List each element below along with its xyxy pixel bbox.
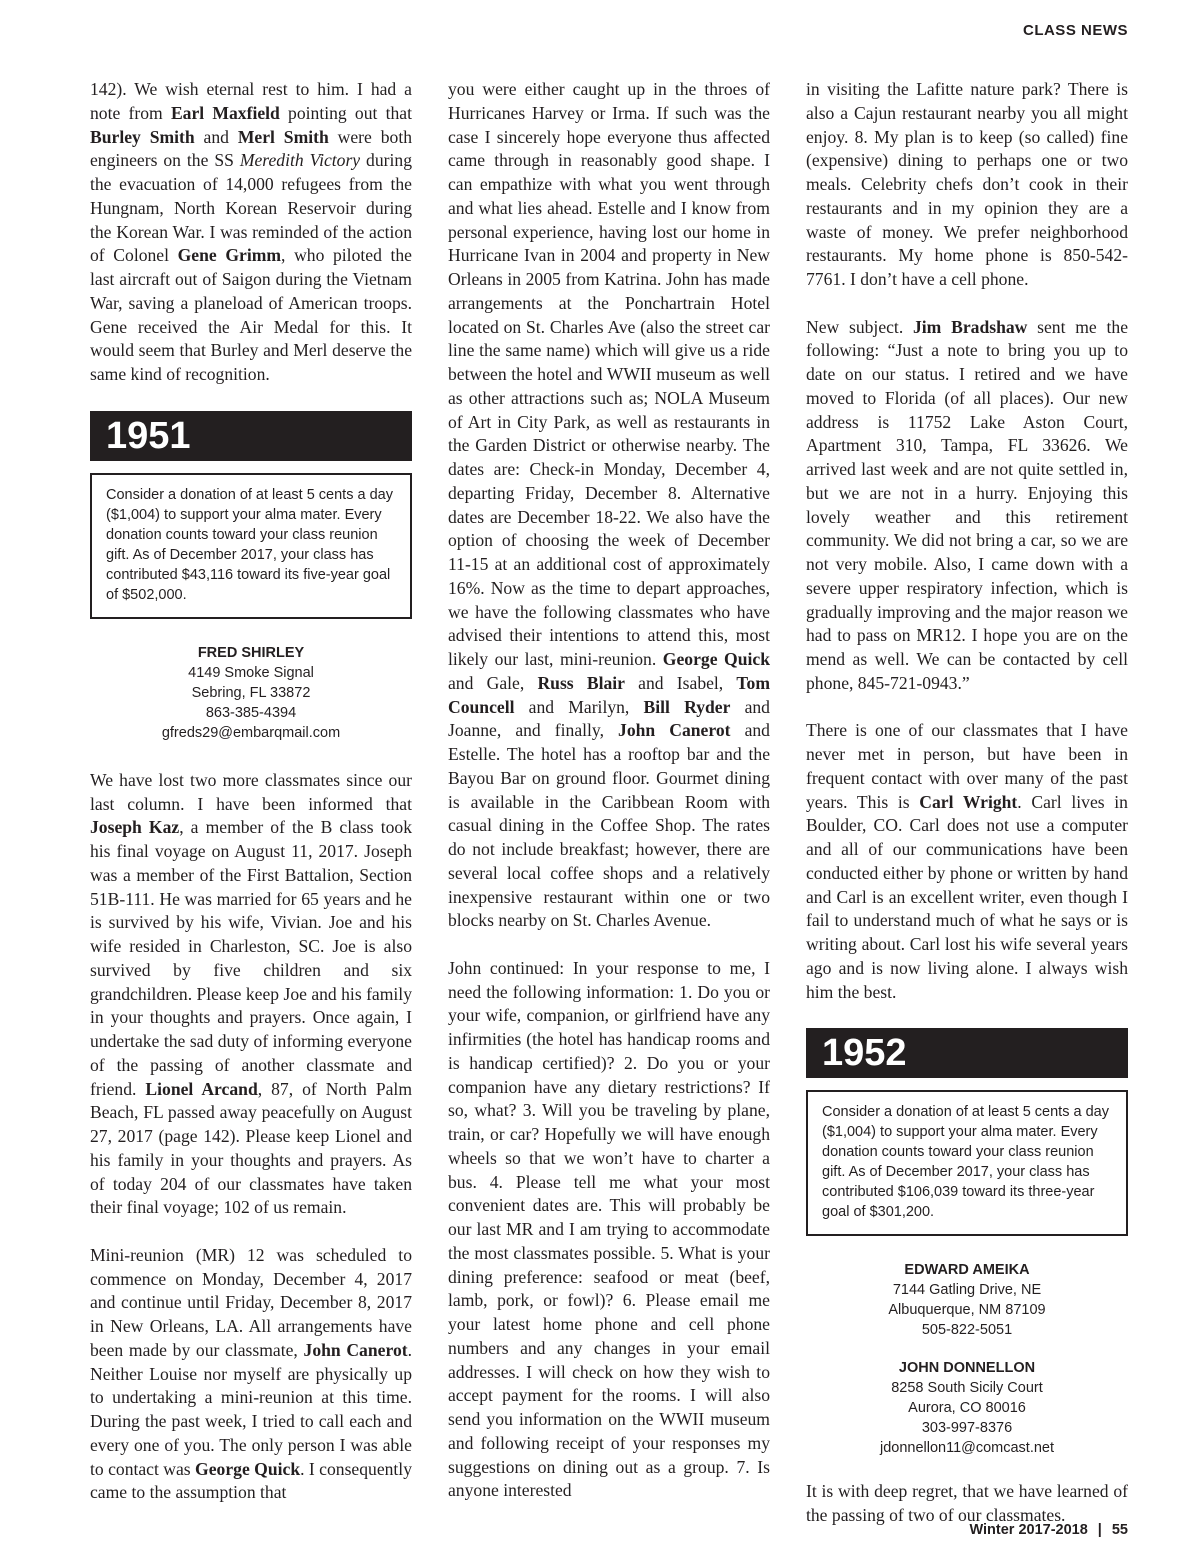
class-year-banner-1951: 1951 — [90, 411, 412, 461]
article-paragraph — [806, 1480, 1128, 1528]
text-run: during the evacuation of 14,000 refugees from the Hungnam, North Korean Reservoir during the Korean War. I was reminded of the action of Colonel — [90, 150, 412, 266]
contact-email[interactable]: gfreds29@embarqmail.com — [161, 724, 341, 741]
page-footer — [969, 1522, 1128, 1538]
text-run: , 87, of North Palm Beach, FL passed away peacefully on August 27, 2017 (page 142). Please keep Lionel and his family in your thoughts and prayers. As of today 204 of our classmates have taken their final voyage; 102 of us remain. — [90, 1078, 413, 1218]
classmate-name: Burley Smith — [90, 126, 195, 147]
contact-phone: 505-822-5051 — [921, 1322, 1013, 1339]
text-run: and Gale, — [448, 672, 538, 693]
text-run: sent me the following: “Just a note to bring you up to date on our status. I retired and we have moved to Florida (of all places). Our new address is 11752 Lake Aston Court, Apartment 310, Tampa, FL 33626. We arrived last week and are not quite settled in, but we are not in a hurry. Enjoying this lovely weather and this retirement community. We did not bring a car, so we are not very mobile. Also, I came down with a severe upper respiratory infection, which is gradually improving and the major reason we had to pass on MR12. I hope you are on the mend as well. We can be contacted by cell phone, 845-721-0943.” — [806, 316, 1129, 693]
column-2 — [448, 78, 770, 1503]
classmate-name: Jim Bradshaw — [913, 316, 1028, 337]
contact-phone: 303-997-8376 — [921, 1420, 1013, 1437]
text-run: New subject. — [806, 316, 913, 337]
classmate-name: George Quick — [662, 649, 770, 669]
contact-city: Albuquerque, NM 87109 — [888, 1302, 1046, 1319]
article-paragraph — [448, 957, 770, 1503]
page-number: 55 — [1111, 1522, 1128, 1538]
class-secretary-contact — [806, 1358, 1128, 1458]
donation-box-1951: Consider a donation of at least 5 cents a day ($1,004) to support your alma mater. Every donation counts toward your class reunion gift. As of December 2017, your class has contributed $43,116 toward its five-year goal of $502,000. — [90, 473, 412, 619]
section-header: CLASS NEWS — [1022, 22, 1128, 39]
contact-email[interactable]: jdonnellon11@comcast.net — [879, 1440, 1055, 1457]
text-run: were both engineers on the SS — [90, 126, 413, 171]
text-run: It is with deep regret, that we have learned of the passing of two of our classmates. — [806, 1481, 1128, 1525]
article-paragraph — [806, 78, 1128, 292]
text-run: and Joanne, and finally, — [448, 696, 770, 741]
classmate-name: Gene Grimm — [177, 245, 282, 266]
text-run: and — [194, 126, 238, 147]
text-run: John continued: In your response to me, I need the following information: 1. Do you or your wife, companion, or girlfriend have any infirmities (the hotel has handicap rooms and is handicap certified)? 2. Do you or your companion have any dietary restrictions? If so, what? 3. Will you be traveling by plane, train, or car? Hopefully we will have enough wheels so that we won’t have to charter a bus. 4. Please tell me what your most convenient dates are. This will probably be our last MR and I am trying to accommodate the most classmates possible. 5. What is your dining preference: seafood or meat (beef, lamb, pork, or fowl)? 6. Please email me your latest home phone and cell phone numbers and any changes in your email addresses. I will check on how they wish to accept payment for the rooms. I will also send you information on the WWII museum and following receipt of your responses my suggestions on dining out as a group. 7. Is anyone interested — [448, 957, 770, 1501]
class-secretary-contact — [90, 643, 412, 743]
text-run: , who piloted the last aircraft out of Saigon during the Vietnam War, saving a planeload of American troops. Gene received the Air Medal for this. It would seem that Burley and Merl deserve the same kind of recognition. — [90, 245, 412, 384]
class-year-banner-1952: 1952 — [806, 1028, 1128, 1078]
contact-city: Aurora, CO 80016 — [908, 1400, 1026, 1417]
footer-separator: | — [1097, 1522, 1102, 1538]
text-run: you were either caught up in the throes of Hurricanes Harvey or Irma. If such was the case I sincerely hope everyone thus affected came through in reasonably good shape. I can empathize with what you went through and what lies ahead. Estelle and I know from personal experience, having lost our home in Hurricane Ivan in 2004 and property in New Orleans in 2005 from Katrina. John has made arrangements at the Ponchartrain Hotel located on St. Charles Ave (also the street car line the same name) which will give us a ride between the hotel and WWII museum as well as other attractions such as; NOLA Museum of Art in City Park, as well as restaurants in the Garden District or otherwise nearby. The dates are: Check-in Monday, December 4, departing Friday, December 8. Alternative dates are December 18-22. We also have the option of choosing the week of December 11-15 at an additional cost of approximately 16%. Now as the time to depart approaches, we have the following classmates who have advised their intentions to attend this, most likely our last, mini-reunion. — [448, 79, 770, 669]
classmate-name: Carl Wright — [919, 791, 1018, 812]
text-run: pointing out that — [279, 102, 412, 123]
contact-street: 8258 South Sicily Court — [891, 1380, 1043, 1397]
column-3 — [806, 78, 1128, 1528]
text-run: . Carl lives in Boulder, CO. Carl does not use a computer and all of our communications have been conducted either by phone or written by hand and Carl is an excellent writer, even though I fail to understand much of what he says or is writing about. Carl lost his wife several years ago and is now living alone. I always wish him the best. — [806, 791, 1128, 1002]
classmate-name: Joseph Kaz — [90, 817, 180, 838]
contact-name: EDWARD AMEIKA — [904, 1262, 1030, 1279]
article-paragraph — [90, 78, 412, 387]
article-paragraph — [806, 719, 1128, 1004]
article-paragraph — [806, 316, 1128, 696]
text-run: . Neither Louise nor myself are physically up to undertaking a mini-reunion at this time. During the past week, I tried to call each and every one of you. The only person I was able to contact was — [90, 1339, 413, 1479]
classmate-name: Earl Maxfield — [170, 102, 280, 123]
text-run: . I consequently came to the assumption that — [90, 1458, 412, 1503]
text-run: in visiting the Lafitte nature park? There is also a Cajun restaurant nearby you all might enjoy. 8. My plan is to keep (so called) fine (expensive) dining to perhaps one or two meals. Celebrity chefs don’t cook in their restaurants and in my opinion they are a waste of money. We prefer neighborhood restaurants. My home phone is 850-542-7761. I don’t have a cell phone. — [806, 79, 1128, 289]
text-run: and Isabel, — [624, 672, 737, 693]
classmate-name: Lionel Arcand — [145, 1078, 258, 1099]
text-run: 142). We wish eternal rest to him. I had a note from — [90, 79, 412, 123]
text-run: Mini-reunion (MR) 12 was scheduled to commence on Monday, December 4, 2017 and continue until Friday, December 8, 2017 in New Orleans, LA. All arrangements have been made by our classmate, — [90, 1244, 412, 1360]
classmate-name: Bill Ryder — [643, 696, 731, 717]
contact-street: 7144 Gatling Drive, NE — [892, 1282, 1042, 1299]
text-run: and Estelle. The hotel has a rooftop bar and the Bayou Bar on ground floor. Gourmet dining is available in the Caribbean Room with casual dining in the Coffee Shop. The rates do not include breakfast; however, there are several local coffee shops and a relatively inexpensive restaurant within one or two blocks nearby on St. Charles Avenue. — [448, 720, 770, 931]
ship-name: Meredith Victory — [239, 150, 361, 171]
contact-name: JOHN DONNELLON — [898, 1360, 1036, 1377]
contact-phone: 863-385-4394 — [205, 704, 297, 721]
text-run: There is one of our classmates that I have never met in person, but have been in frequent contact with over many of the past years. This is — [806, 720, 1128, 812]
article-paragraph — [90, 769, 412, 1220]
classmate-name: John Canerot — [303, 1339, 408, 1360]
classmate-name: Tom Councell — [448, 672, 770, 717]
text-run: and Marilyn, — [514, 696, 644, 717]
text-run: We have lost two more classmates since our last column. I have been informed that — [90, 769, 412, 814]
classmate-name: John Canerot — [618, 720, 731, 741]
contact-city: Sebring, FL 33872 — [191, 684, 311, 701]
donation-box-1952: Consider a donation of at least 5 cents a day ($1,004) to support your alma mater. Every donation counts toward your class reunion gift. As of December 2017, your class has contributed $106,039 toward its three-year goal of $301,200. — [806, 1090, 1128, 1236]
article-paragraph — [90, 1244, 412, 1505]
class-secretary-contact — [806, 1260, 1128, 1340]
contact-name: FRED SHIRLEY — [197, 644, 305, 661]
issue-label: Winter 2017-2018 — [969, 1522, 1088, 1538]
text-run: , a member of the B class took his final voyage on August 11, 2017. Joseph was a member of the First Battalion, Section 51B-111. He was married for 65 years and he is survived by his wife, Vivian. Joe and his wife resided in Charleston, SC. Joe is also survived by five children and six grandchildren. Please keep Joe and his family in your thoughts and prayers. Once again, I undertake the sad duty of informing everyone of the passing of another classmate and friend. — [90, 817, 412, 1099]
classmate-name: George Quick — [195, 1458, 301, 1479]
classmate-name: Russ Blair — [537, 672, 625, 693]
column-1 — [90, 78, 412, 1505]
classmate-name: Merl Smith — [237, 126, 329, 147]
article-paragraph — [448, 78, 770, 933]
contact-street: 4149 Smoke Signal — [188, 664, 314, 681]
